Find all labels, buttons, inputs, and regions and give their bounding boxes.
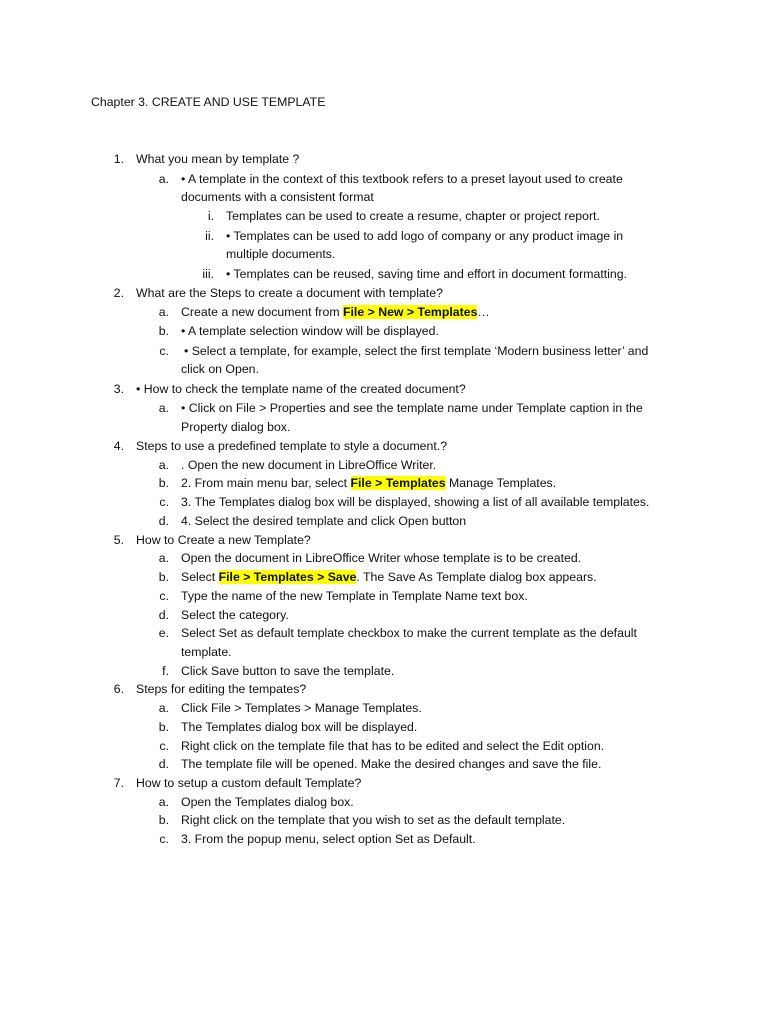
- q4a-marker: a.: [158, 458, 169, 472]
- q7b-text: Right click on the template that you wish to set as the default template.: [181, 813, 566, 827]
- q5d-text: Select the category.: [181, 608, 289, 622]
- q5-question: How to Create a new Template?: [136, 533, 311, 547]
- q3a-marker: a.: [158, 401, 169, 415]
- q5b-text: [181, 570, 597, 584]
- q6b-marker: b.: [158, 720, 169, 734]
- q5b-pre: Select: [181, 570, 219, 584]
- q3a-line2: Property dialog box.: [181, 420, 291, 434]
- q7c-text: 3. From the popup menu, select option Set as Default.: [181, 832, 476, 846]
- q1ii-line2: multiple documents.: [226, 247, 336, 261]
- q6-question: Steps for editing the tempates?: [136, 682, 307, 696]
- q4b-marker: b.: [158, 476, 169, 490]
- q5e-line1: Select Set as default template checkbox to make the current template as the default: [181, 626, 637, 640]
- q1i-text: Templates can be used to create a resume, chapter or project report.: [226, 209, 600, 223]
- q1ii-line1: • Templates can be used to add logo of company or any product image in: [226, 229, 624, 243]
- q3-number: 3.: [113, 382, 124, 396]
- q7c-marker: c.: [159, 832, 169, 846]
- q5c-text: Type the name of the new Template in Template Name text box.: [181, 589, 528, 603]
- q4-question: Steps to use a predefined template to style a document.?: [136, 439, 448, 453]
- q4d-text: 4. Select the desired template and click Open button: [181, 514, 467, 528]
- q4a-text: . Open the new document in LibreOffice Writer.: [181, 458, 437, 472]
- q1iii-marker: iii.: [202, 267, 214, 281]
- q2-number: 2.: [113, 286, 124, 300]
- q2b-marker: b.: [158, 324, 169, 338]
- q1a-marker: a.: [158, 172, 169, 186]
- q6c-text: Right click on the template file that has to be edited and select the Edit option.: [181, 739, 605, 753]
- q5a-text: Open the document in LibreOffice Writer whose template is to be created.: [181, 551, 582, 565]
- q4-number: 4.: [113, 439, 124, 453]
- q1-question: What you mean by template ?: [136, 152, 300, 166]
- q7-number: 7.: [113, 776, 124, 790]
- q1a-line1: • A template in the context of this textbook refers to a preset layout used to create: [181, 172, 623, 186]
- q3-question: • How to check the template name of the created document?: [136, 382, 466, 396]
- q6b-text: The Templates dialog box will be displayed.: [181, 720, 418, 734]
- q2c-line1: • Select a template, for example, select the first template ‘Modern business letter’ and: [184, 344, 649, 358]
- q2a-marker: a.: [158, 305, 169, 319]
- q2c-line2: click on Open.: [181, 362, 259, 376]
- q4c-marker: c.: [159, 495, 169, 509]
- q5b-post: . The Save As Template dialog box appears.: [356, 570, 597, 584]
- q6a-marker: a.: [158, 701, 169, 715]
- q5b-highlight: File > Templates > Save: [218, 570, 357, 584]
- q6a-text: Click File > Templates > Manage Templates.: [181, 701, 422, 715]
- q1a-line2: documents with a consistent format: [181, 190, 374, 204]
- q5e-line2: template.: [181, 645, 232, 659]
- q1-number: 1.: [113, 152, 124, 166]
- q5e-marker: e.: [158, 626, 169, 640]
- q4d-marker: d.: [158, 514, 169, 528]
- q2a-post: …: [477, 305, 490, 319]
- q2a-pre: Create a new document from: [181, 305, 343, 319]
- q5c-marker: c.: [159, 589, 169, 603]
- page-title: Chapter 3. CREATE AND USE TEMPLATE: [91, 95, 326, 109]
- q5-number: 5.: [113, 533, 124, 547]
- q4b-highlight: File > Templates: [350, 476, 446, 490]
- q5a-marker: a.: [158, 551, 169, 565]
- q6-number: 6.: [113, 682, 124, 696]
- q5b-marker: b.: [158, 570, 169, 584]
- q7a-text: Open the Templates dialog box.: [181, 795, 354, 809]
- q2b-text: • A template selection window will be displayed.: [181, 324, 439, 338]
- q5f-marker: f.: [162, 664, 169, 678]
- q2c-marker: c.: [159, 344, 169, 358]
- q6d-text: The template file will be opened. Make the desired changes and save the file.: [181, 757, 602, 771]
- q1iii-text: • Templates can be reused, saving time and effort in document formatting.: [226, 267, 627, 281]
- q7b-marker: b.: [158, 813, 169, 827]
- q7a-marker: a.: [158, 795, 169, 809]
- q1ii-marker: ii.: [205, 229, 214, 243]
- q4b-pre: 2. From main menu bar, select: [181, 476, 351, 490]
- q2a-text: [181, 305, 490, 319]
- q2a-highlight: File > New > Templates: [343, 305, 478, 319]
- q4b-post: Manage Templates.: [445, 476, 557, 490]
- q1i-marker: i.: [207, 209, 214, 223]
- q2-question: What are the Steps to create a document with template?: [136, 286, 443, 300]
- q6d-marker: d.: [158, 757, 169, 771]
- q7-question: How to setup a custom default Template?: [136, 776, 362, 790]
- q4b-text: [181, 476, 556, 490]
- q5f-text: Click Save button to save the template.: [181, 664, 395, 678]
- q4c-text: 3. The Templates dialog box will be displayed, showing a list of all available templates.: [181, 495, 650, 509]
- q6c-marker: c.: [159, 739, 169, 753]
- q5d-marker: d.: [158, 608, 169, 622]
- q3a-line1: • Click on File > Properties and see the template name under Template caption in the: [181, 401, 643, 415]
